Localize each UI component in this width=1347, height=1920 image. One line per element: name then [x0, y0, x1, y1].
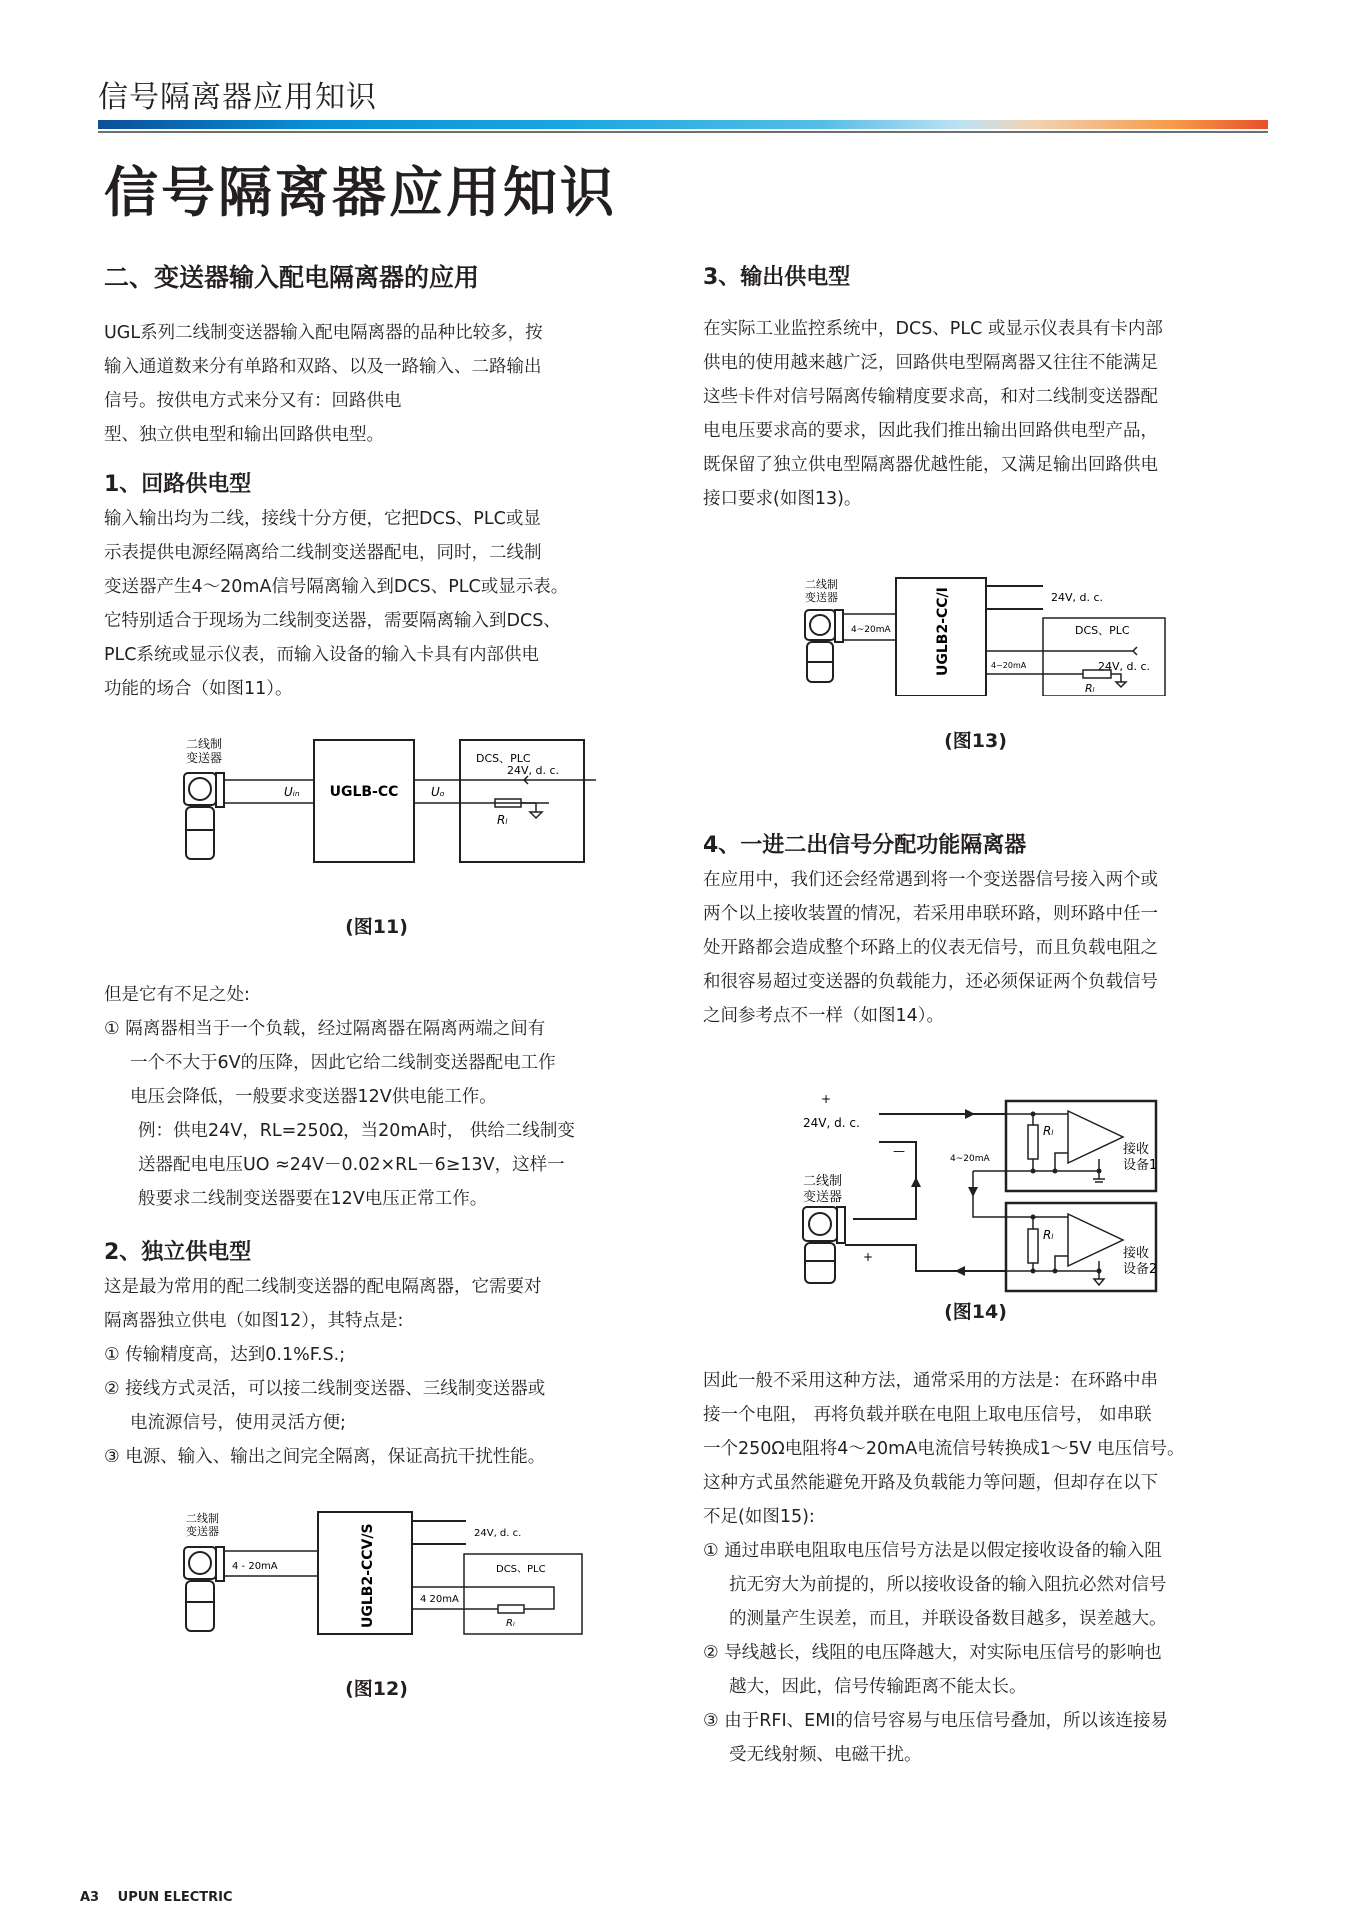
figure-13-caption: (图13) [944, 730, 1007, 752]
issue-line: 抗无穷大为前提的，所以接收设备的输入阻抗必然对信号 [729, 1575, 1167, 1595]
figure-14 [703, 1083, 1248, 1324]
resistor-icon [1028, 1229, 1038, 1263]
figure-12 [104, 1502, 649, 1701]
transmitter-label: 二线制 [186, 737, 223, 751]
figure-12-diagram [104, 1502, 649, 1662]
module-label: UGLB-CC [329, 784, 399, 800]
svg-text:接收: 接收 [1123, 1142, 1150, 1157]
section-title: 二、变送器输入配电隔离器的应用 [104, 263, 480, 292]
intro-line: UGL系列二线制变送器输入配电隔离器的品种比较多，按 [104, 323, 543, 343]
body-line: 一个250Ω电阻将4～20mA电流信号转换成1～5V 电压信号。 [703, 1439, 1185, 1459]
transmitter-icon [803, 1207, 845, 1283]
svg-text:设备1: 设备1 [1123, 1158, 1158, 1173]
svg-text:24V, d. c.: 24V, d. c. [1098, 660, 1151, 673]
svg-text:变送器: 变送器 [186, 751, 223, 765]
arrow-icon [968, 1187, 978, 1197]
body-line: 变送器产生4～20mA信号隔离输入到DCS、PLC或显示表。 [104, 577, 569, 597]
svg-text:4~20mA: 4~20mA [851, 625, 891, 635]
body-line: 接一个电阻， 再将负载并联在电阻上取电压信号， 如串联 [703, 1405, 1152, 1425]
arrow-icon [965, 1109, 975, 1119]
svg-text:4 20mA: 4 20mA [420, 1594, 459, 1605]
body-line: 处开路都会造成整个环路上的仪表无信号，而且负载电阻之 [703, 938, 1158, 958]
body-line: 在应用中，我们还会经常遇到将一个变送器信号接入两个或 [703, 870, 1158, 890]
figure-11-caption: (图11) [345, 916, 408, 938]
svg-text:二线制: 二线制 [186, 1512, 219, 1525]
subsection-title-independent: 2、独立供电型 [104, 1240, 252, 1265]
svg-text:变送器: 变送器 [805, 591, 838, 604]
ground-icon [1094, 1279, 1104, 1285]
transmitter-icon [184, 773, 224, 859]
svg-text:24V, d. c.: 24V, d. c. [803, 1116, 860, 1130]
drawbacks-title: 但是它有不足之处: [104, 985, 250, 1005]
module-label: UGLB2-CCV/S [360, 1523, 376, 1628]
body-line: 电电压要求高的要求，因此我们推出输出回路供电型产品， [703, 421, 1158, 441]
body-line: 两个以上接收装置的情况，若采用串联环路，则环路中任一 [703, 904, 1158, 924]
example-line: 例：供电24V，RL=250Ω，当20mA时， 供给二线制变 [138, 1121, 575, 1141]
figure-14-diagram [703, 1083, 1248, 1293]
header-gradient-bar [98, 120, 1268, 129]
issue-line: 的测量产生误差，而且，并联设备数目越多，误差越大。 [729, 1609, 1167, 1629]
ground-icon [1116, 682, 1126, 687]
issue-line: 受无线射频、电磁干扰。 [729, 1745, 922, 1765]
arrow-icon [911, 1177, 921, 1187]
svg-text:24V, d. c.: 24V, d. c. [1051, 591, 1104, 604]
body-line: 既保留了独立供电型隔离器优越性能，又满足输出回路供电 [703, 455, 1158, 475]
page-footer [80, 1890, 247, 1905]
body-line: 接口要求(如图13)。 [703, 489, 862, 509]
transmitter-icon [184, 1547, 224, 1631]
svg-text:二线制: 二线制 [803, 1174, 843, 1189]
feature-line: 电流源信号，使用灵活方便; [130, 1413, 346, 1433]
drawback-line: 一个不大于6V的压降，因此它给二线制变送器配电工作 [130, 1053, 556, 1073]
running-title: 信号隔离器应用知识 [98, 80, 377, 115]
svg-text:4~20mA: 4~20mA [950, 1154, 990, 1164]
subsection-title-output-powered: 3、输出供电型 [703, 265, 851, 290]
figure-11 [104, 728, 649, 978]
body-line: PLC系统或显示仪表，而输入设备的输入卡具有内部供电 [104, 645, 540, 665]
svg-text:Uᵢₙ: Uᵢₙ [284, 785, 300, 799]
svg-text:—: — [893, 1144, 905, 1158]
arrow-icon [955, 1266, 965, 1276]
company-name: UPUN ELECTRIC [117, 1890, 233, 1905]
svg-text:DCS、PLC: DCS、PLC [476, 752, 531, 765]
feature-line: ① 传输精度高，达到0.1%F.S.; [104, 1345, 346, 1365]
svg-text:+: + [863, 1250, 874, 1264]
module-label: UGLB2-CC/I [935, 587, 951, 676]
svg-text:24V, d. c.: 24V, d. c. [507, 764, 560, 777]
right-column [703, 258, 1248, 1772]
ground-icon [530, 812, 542, 818]
figure-14-caption: (图14) [944, 1301, 1007, 1323]
figure-13-diagram [703, 566, 1248, 696]
body-line: 这是最为常用的配二线制变送器的配电隔离器，它需要对 [104, 1277, 542, 1297]
svg-text:DCS、PLC: DCS、PLC [1075, 624, 1130, 637]
left-column [104, 258, 649, 1701]
svg-text:Rₗ: Rₗ [1043, 1228, 1054, 1242]
header-divider [98, 131, 1268, 133]
svg-text:DCS、PLC: DCS、PLC [496, 1564, 546, 1575]
issue-line: ③ 由于RFI、EMI的信号容易与电压信号叠加，所以该连接易 [703, 1711, 1168, 1731]
figure-11-diagram [104, 728, 649, 878]
body-line: 因此一般不采用这种方法，通常采用的方法是：在环路中串 [703, 1371, 1158, 1391]
resistor-icon [1028, 1125, 1038, 1159]
svg-text:Uₒ: Uₒ [431, 785, 445, 799]
drawback-line: 电压会降低，一般要求变送器12V供电能工作。 [130, 1087, 497, 1107]
issue-line: 越大，因此，信号传输距离不能太长。 [729, 1677, 1027, 1697]
body-line: 隔离器独立供电（如图12），其特点是: [104, 1311, 404, 1331]
intro-line: 信号。按供电方式来分又有：回路供电 [104, 391, 402, 411]
body-line: 示表提供电源经隔离给二线制变送器配电，同时，二线制 [104, 543, 542, 563]
body-line: 和很容易超过变送器的负载能力，还必须保证两个负载信号 [703, 972, 1158, 992]
figure-13 [703, 566, 1248, 753]
figure-12-caption: (图12) [345, 1678, 408, 1700]
transmitter-icon [805, 610, 843, 682]
svg-text:4~20mA: 4~20mA [991, 661, 1027, 670]
page-title: 信号隔离器应用知识 [104, 161, 617, 224]
isolator-module-box [314, 740, 414, 862]
svg-text:变送器: 变送器 [186, 1525, 219, 1538]
amplifier-icon [1068, 1214, 1123, 1266]
body-line: 在实际工业监控系统中，DCS、PLC 或显示仪表具有卡内部 [703, 319, 1163, 339]
svg-text:Rₗ: Rₗ [1043, 1124, 1054, 1138]
body-line: 这些卡件对信号隔离传输精度要求高，和对二线制变送器配 [703, 387, 1158, 407]
body-line: 之间参考点不一样（如图14）。 [703, 1006, 945, 1026]
intro-line: 输入通道数来分有单路和双路、以及一路输入、二路输出 [104, 357, 542, 377]
page-number: A3 [80, 1890, 100, 1905]
body-line: 它特别适合于现场为二线制变送器，需要隔离输入到DCS、 [104, 611, 561, 631]
svg-text:设备2: 设备2 [1123, 1262, 1158, 1277]
amplifier-icon [1068, 1111, 1123, 1163]
subsection-title-splitter: 4、一进二出信号分配功能隔离器 [703, 833, 1027, 858]
example-line: 送器配电电压UO ≈24V－0.02×RL－6≥13V，这样一 [138, 1155, 565, 1175]
feature-line: ③ 电源、输入、输出之间完全隔离，保证高抗干扰性能。 [104, 1447, 546, 1467]
body-line: 这种方式虽然能避免开路及负载能力等问题，但却存在以下 [703, 1473, 1158, 1493]
svg-text:+: + [821, 1092, 832, 1106]
drawback-line: ① 隔离器相当于一个负载，经过隔离器在隔离两端之间有 [104, 1019, 546, 1039]
svg-text:二线制: 二线制 [805, 578, 838, 591]
svg-text:Rₗ: Rₗ [506, 1618, 515, 1629]
feature-line: ② 接线方式灵活，可以接二线制变送器、三线制变送器或 [104, 1379, 546, 1399]
intro-line: 型、独立供电型和输出回路供电型。 [104, 425, 384, 445]
svg-text:4 - 20mA: 4 - 20mA [232, 1561, 278, 1572]
svg-text:Rₗ: Rₗ [1085, 682, 1095, 695]
svg-text:变送器: 变送器 [803, 1190, 843, 1205]
example-line: 般要求二线制变送器要在12V电压正常工作。 [138, 1189, 488, 1209]
issue-line: ② 导线越长，线阻的电压降越大，对实际电压信号的影响也 [703, 1643, 1162, 1663]
svg-text:接收: 接收 [1123, 1246, 1150, 1261]
subsection-title-loop-powered: 1、回路供电型 [104, 472, 252, 497]
svg-text:Rₗ: Rₗ [497, 813, 508, 827]
body-line: 输入输出均为二线，接线十分方便，它把DCS、PLC或显 [104, 509, 541, 529]
issue-line: ① 通过串联电阻取电压信号方法是以假定接收设备的输入阻 [703, 1541, 1162, 1561]
body-line: 供电的使用越来越广泛，回路供电型隔离器又往往不能满足 [703, 353, 1158, 373]
resistor-icon [498, 1605, 524, 1613]
svg-text:24V, d. c.: 24V, d. c. [474, 1528, 522, 1539]
body-line: 功能的场合（如图11）。 [104, 679, 293, 699]
body-line: 不足(如图15): [703, 1507, 815, 1527]
